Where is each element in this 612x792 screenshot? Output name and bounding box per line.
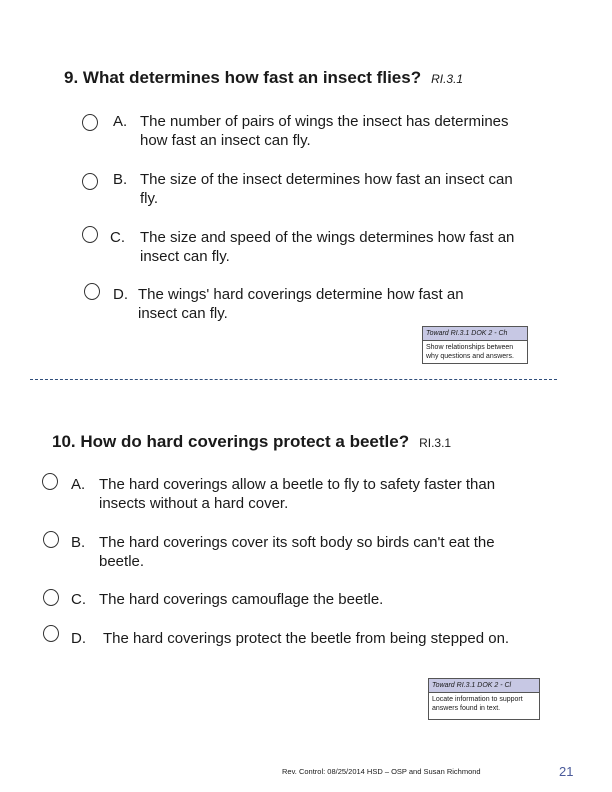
q9-tag-body: Show relationships between why questions and answers. (426, 344, 514, 360)
q10-tag-body: Locate information to support answers found in text. (432, 696, 523, 712)
q9-option-d-text: The wings' hard coverings determine how fast an insect can fly. (138, 286, 464, 322)
q10-option-d-radio[interactable] (43, 625, 59, 642)
question-10-standard: RI.3.1 (419, 436, 452, 450)
q9-option-a-text: The number of pairs of wings the insect has determines how fast an insect can fly. (140, 113, 509, 149)
q9-option-c-letter: C. (110, 229, 125, 246)
q10-option-b-text: The hard coverings cover its soft body so birds can't eat the beetle. (99, 534, 495, 570)
q9-tag-head: Toward RI.3.1 DOK 2 - Ch (423, 327, 527, 341)
question-10-title (52, 432, 451, 452)
q9-option-a-radio[interactable] (82, 114, 98, 131)
page-number: 21 (559, 764, 574, 779)
q9-option-a-letter: A. (113, 113, 128, 130)
q10-option-d-letter: D. (71, 630, 86, 647)
q10-option-c-letter: C. (71, 591, 86, 608)
q10-standard-tag (428, 678, 540, 720)
q10-option-c-text: The hard coverings camouflage the beetle. (99, 591, 384, 608)
q10-option-d-text: The hard coverings protect the beetle from being stepped on. (103, 630, 510, 647)
q9-standard-tag (422, 326, 528, 364)
q10-option-b-letter: B. (71, 534, 86, 551)
q9-option-c-radio[interactable] (82, 226, 98, 243)
q9-option-d-radio[interactable] (84, 283, 100, 300)
q9-option-c-text: The size and speed of the wings determines how fast an insect can fly. (140, 229, 515, 265)
question-9-title (64, 68, 463, 88)
question-9-text: 9. What determines how fast an insect flies? (64, 68, 422, 87)
q10-option-c-radio[interactable] (43, 589, 59, 606)
q9-option-b-text: The size of the insect determines how fast an insect can fly. (140, 171, 513, 207)
q10-option-a-text: The hard coverings allow a beetle to fly to safety faster than insects without a hard cover. (99, 476, 496, 512)
footer-revision: Rev. Control: 08/25/2014 HSD – OSP and Susan Richmond (282, 767, 481, 776)
question-10-text: 10. How do hard coverings protect a beetle? (52, 432, 410, 451)
q10-option-b-radio[interactable] (43, 531, 59, 548)
section-divider (30, 379, 557, 380)
q10-tag-head: Toward RI.3.1 DOK 2 - Cl (429, 679, 539, 693)
q10-option-a-letter: A. (71, 476, 86, 493)
q9-option-d-letter: D. (113, 286, 128, 303)
q9-option-b-letter: B. (113, 171, 128, 188)
question-9-standard: RI.3.1 (431, 72, 464, 86)
q10-option-a-radio[interactable] (42, 473, 58, 490)
q9-option-b-radio[interactable] (82, 173, 98, 190)
